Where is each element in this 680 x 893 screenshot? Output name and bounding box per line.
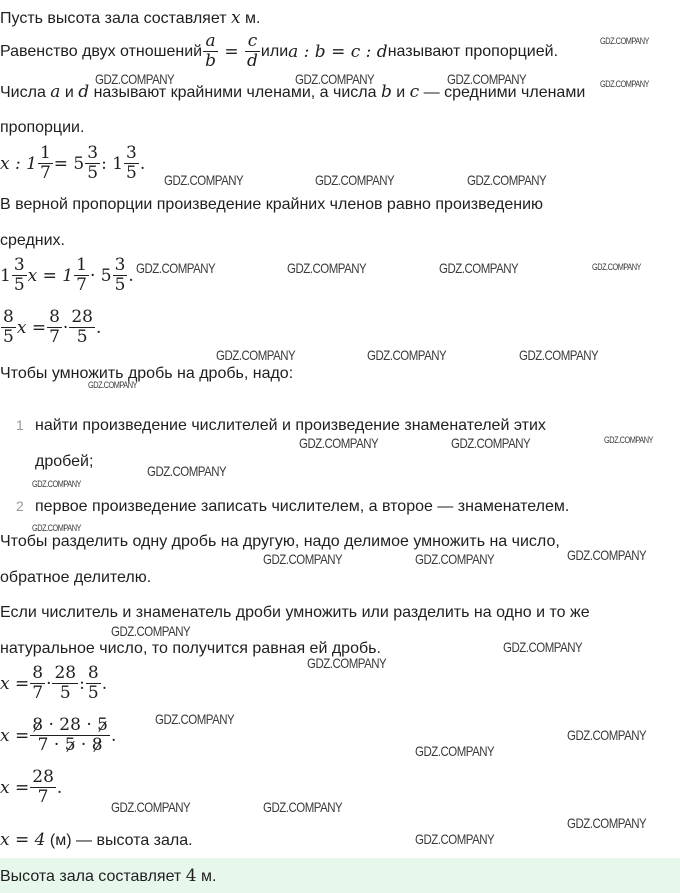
list-number: 2 bbox=[16, 498, 24, 514]
watermark: GDZ.COMPANY bbox=[439, 260, 519, 276]
watermark: GDZ.COMPANY bbox=[503, 639, 583, 655]
fraction-a-b: $\frac{a}{b}$ bbox=[205, 31, 216, 71]
watermark: GDZ.COMPANY bbox=[315, 172, 395, 188]
watermark: GDZ.COMPANY bbox=[95, 71, 175, 87]
watermark: GDZ.COMPANY bbox=[299, 435, 379, 451]
text-line: Числа a и d называют крайними членами, а числа b и c — средними членами bbox=[0, 82, 586, 102]
text-line: Чтобы разделить одну дробь на другую, надо делимое умножить на число, bbox=[0, 533, 560, 550]
list-item: найти произведение числителей и произведение знаменателей этих bbox=[35, 417, 546, 434]
text-line: средних. bbox=[0, 232, 65, 249]
equation-3: $\frac{8}{5}$ x = $\frac{8}{7}$ · $\frac{28}{5}$ . bbox=[3, 307, 102, 347]
text-line: Чтобы умножить дробь на дробь, надо: bbox=[0, 365, 294, 382]
equation-4: x = $\frac{8}{7}$ · $\frac{28}{5}$ : $\frac{8}{5}$ . bbox=[0, 663, 108, 703]
watermark: GDZ.COMPANY bbox=[307, 655, 387, 671]
cancelled-fraction: $\frac{8 \cdot 28 \cdot 5}{7 \cdot 5 \cdot 8}$ bbox=[32, 715, 108, 755]
watermark: GDZ.COMPANY bbox=[600, 79, 649, 89]
watermark: GDZ.COMPANY bbox=[147, 463, 227, 479]
watermark: GDZ.COMPANY bbox=[604, 435, 653, 445]
list-item: первое произведение записать числителем, а второе — знаменателем. bbox=[35, 498, 570, 515]
watermark: GDZ.COMPANY bbox=[367, 347, 447, 363]
watermark: GDZ.COMPANY bbox=[263, 799, 343, 815]
text-line: обратное делителю. bbox=[0, 569, 152, 586]
watermark: GDZ.COMPANY bbox=[415, 743, 495, 759]
watermark: GDZ.COMPANY bbox=[415, 831, 495, 847]
text-line: В верной пропорции произведение крайних членов равно произведению bbox=[0, 196, 543, 213]
watermark: GDZ.COMPANY bbox=[32, 479, 81, 489]
watermark: GDZ.COMPANY bbox=[111, 623, 191, 639]
watermark: GDZ.COMPANY bbox=[287, 260, 367, 276]
watermark: GDZ.COMPANY bbox=[88, 380, 137, 390]
watermark: GDZ.COMPANY bbox=[263, 551, 343, 567]
watermark: GDZ.COMPANY bbox=[155, 711, 235, 727]
text-line: пропорции. bbox=[0, 119, 85, 136]
text-line: x = 4 (м) — высота зала. bbox=[0, 830, 193, 850]
text-line: Если числитель и знаменатель дроби умножить или разделить на одно и то же bbox=[0, 604, 590, 621]
watermark: GDZ.COMPANY bbox=[567, 727, 647, 743]
watermark: GDZ.COMPANY bbox=[451, 435, 531, 451]
watermark: GDZ.COMPANY bbox=[295, 71, 375, 87]
text-line: Пусть высота зала составляет x м. bbox=[0, 8, 261, 28]
watermark: GDZ.COMPANY bbox=[216, 347, 296, 363]
proportion-definition: Равенство двух отношений $\frac{a}{b}$ = $\frac{c}{d}$ или a : b = c : d называют пропорцией. bbox=[0, 31, 559, 71]
watermark: GDZ.COMPANY bbox=[567, 815, 647, 831]
list-item: дробей; bbox=[35, 453, 94, 470]
watermark: GDZ.COMPANY bbox=[111, 799, 191, 815]
list-number: 1 bbox=[16, 417, 24, 433]
watermark: GDZ.COMPANY bbox=[415, 551, 495, 567]
equation-5: x = $\frac{8 \cdot 28 \cdot 5}{7 \cdot 5 \cdot 8}$ . bbox=[0, 715, 117, 755]
fraction-c-d: $\frac{c}{d}$ bbox=[247, 31, 258, 71]
watermark: GDZ.COMPANY bbox=[447, 71, 527, 87]
answer-text: Высота зала составляет 4 м. bbox=[0, 866, 217, 886]
watermark: GDZ.COMPANY bbox=[519, 347, 599, 363]
watermark: GDZ.COMPANY bbox=[567, 547, 647, 563]
watermark: GDZ.COMPANY bbox=[136, 260, 216, 276]
equation-2: 1 $\frac{3}{5}$ x = 1 $\frac{1}{7}$ · 5 $\frac{3}{5}$ . bbox=[0, 255, 134, 295]
watermark: GDZ.COMPANY bbox=[467, 172, 547, 188]
watermark: GDZ.COMPANY bbox=[164, 172, 244, 188]
watermark: GDZ.COMPANY bbox=[600, 36, 649, 46]
text-line: натуральное число, то получится равная ей дробь. bbox=[0, 640, 381, 657]
watermark: GDZ.COMPANY bbox=[592, 262, 641, 272]
equation-1: x : 1 $\frac{1}{7}$ = 5 $\frac{3}{5}$ : 1 $\frac{3}{5}$ . bbox=[0, 143, 146, 183]
watermark: GDZ.COMPANY bbox=[32, 523, 81, 533]
equation-6: x = $\frac{28}{7}$ . bbox=[0, 767, 63, 807]
